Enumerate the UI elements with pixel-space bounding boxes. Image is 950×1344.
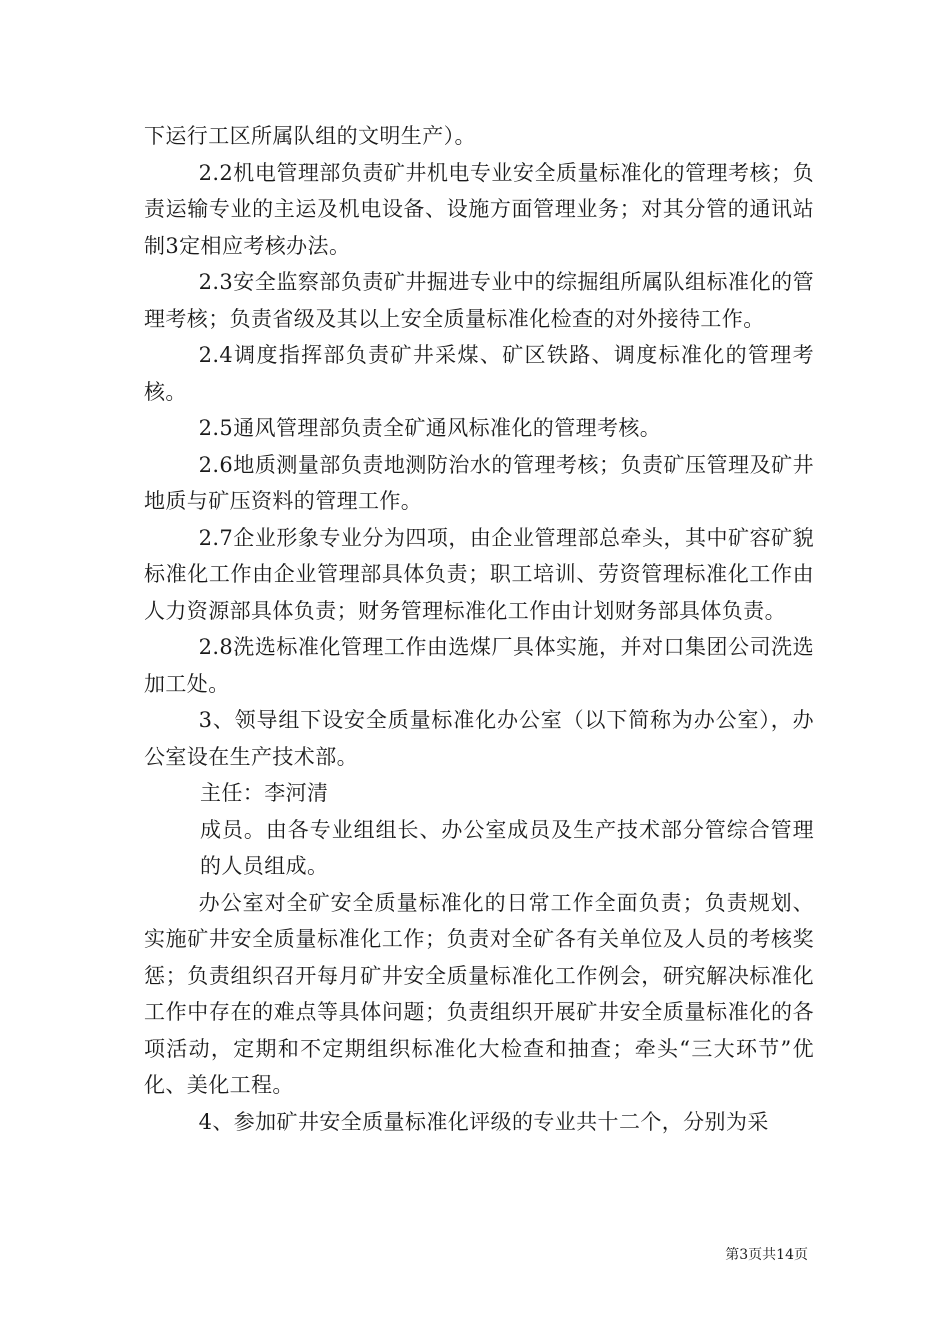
paragraph-3: 3、领导组下设安全质量标准化办公室（以下简称为办公室），办公室设在生产技术部。 [144,708,814,769]
paragraph-2-5: 2.5通风管理部负责全矿通风标准化的管理考核。 [198,416,662,440]
paragraph-2-3: 2.3安全监察部负责矿井掘进专业中的综掘组所属队组标准化的管理考核；负责省级及其以上安全质量标准化检查的对外接待工作。 [144,270,814,331]
document-body [144,118,814,1140]
paragraph-continuation: 下运行工区所属队组的文明生产）。 [144,124,476,148]
paragraph-2-4: 2.4调度指挥部负责矿井采煤、矿区铁路、调度标准化的管理考核。 [144,343,814,404]
paragraph-2-2: 2.2机电管理部负责矿井机电专业安全质量标准化的管理考核；负责运输专业的主运及机电设备、设施方面管理业务；对其分管的通讯站制3定相应考核办法。 [144,160,814,258]
page-number: 第3页共14页 [725,1247,808,1263]
paragraph-2-7: 2.7企业形象专业分为四项，由企业管理部总牵头，其中矿容矿貌标准化工作由企业管理部具体负责；职工培训、劳资管理标准化工作由人力资源部具体负责；财务管理标准化工作由计划财务部具体负责。 [144,525,814,623]
paragraph-director: 主任：李河清 [200,781,329,805]
paragraph-members: 成员。由各专业组组长、办公室成员及生产技术部分管综合管理的人员组成。 [200,817,814,878]
paragraph-office-duties: 办公室对全矿安全质量标准化的日常工作全面负责；负责规划、实施矿井安全质量标准化工作；负责对全矿各有关单位及人员的考核奖惩；负责组织召开每月矿井安全质量标准化工作例会，研究解决标准化工作中存在的难点等具体问题；负责组织开展矿井安全质量标准化的各项活动，定期和不定期组织标准化大检查和抽查；牵头“三大环节”优化、美化工程。 [144,890,814,1097]
paragraph-4: 4、参加矿井安全质量标准化评级的专业共十二个，分别为采 [198,1109,769,1134]
paragraph-2-6: 2.6地质测量部负责地测防治水的管理考核；负责矿压管理及矿井地质与矿压资料的管理工作。 [144,452,814,513]
paragraph-2-8: 2.8洗选标准化管理工作由选煤厂具体实施，并对口集团公司洗选加工处。 [144,635,814,696]
